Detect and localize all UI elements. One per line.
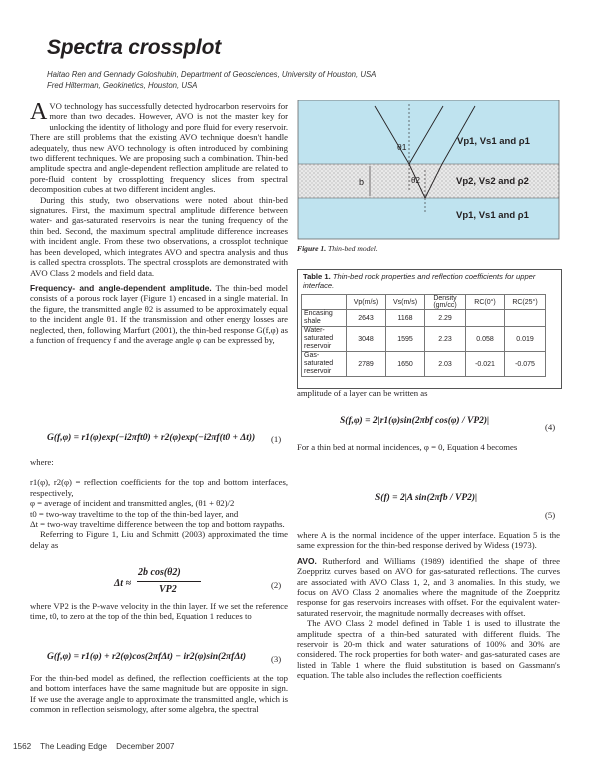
properties-table bbox=[301, 294, 546, 377]
top-layer-label: Vp1, Vs1 and ρ1 bbox=[457, 136, 530, 147]
def-reflection: r1(φ), r2(φ) = reflection coefficients for the top and bottom interfaces, respectively, bbox=[30, 477, 288, 498]
table-header-row bbox=[302, 295, 546, 310]
author-line-2: Fred Hilterman, Geokinetics, Houston, USA bbox=[47, 81, 198, 90]
article-title: Spectra crossplot bbox=[47, 36, 221, 59]
table-title: Table 1. Thin-bed rock properties and reflection coefficients for upper interface. bbox=[303, 272, 536, 290]
table-cell: 2.29 bbox=[425, 310, 466, 327]
equation-5: S(f) = 2|A sin(2πfb / VP2)| bbox=[375, 493, 478, 503]
equation-3-number: (3) bbox=[271, 654, 282, 664]
where-label: where: bbox=[30, 457, 54, 467]
def-dt: Δt = two-way traveltime difference between the top and bottom raypaths. bbox=[30, 519, 285, 530]
drop-cap: A bbox=[30, 99, 48, 125]
equation-2-numerator: 2b cos(θ2) bbox=[138, 567, 181, 578]
right-paragraph-2: For a thin bed at normal incidences, φ = 0, Equation 4 becomes bbox=[297, 442, 518, 452]
table-row bbox=[302, 352, 546, 377]
equation-2-fraction-bar bbox=[137, 581, 201, 582]
table-header-cell bbox=[302, 295, 347, 310]
table-cell: 3048 bbox=[347, 327, 386, 352]
theta1-label: θ1 bbox=[397, 142, 407, 152]
table-row bbox=[302, 327, 546, 352]
top-layer bbox=[298, 100, 559, 164]
equation-5-number: (5) bbox=[545, 510, 556, 520]
table-header-cell: Density (gm/cc) bbox=[425, 295, 466, 310]
right-paragraph-1: amplitude of a layer can be written as bbox=[297, 388, 428, 398]
table-row-label: Water-saturated reservoir bbox=[302, 327, 347, 352]
table-header-cell: Vp(m/s) bbox=[347, 295, 386, 310]
equation-1: G(f,φ) = r1(φ)exp(−i2πft0) + r2(φ)exp(−i2πf(t0 + Δt)) bbox=[47, 433, 256, 443]
paragraph-4: Referring to Figure 1, Liu and Schmitt (2003) approximated the time delay as bbox=[30, 529, 288, 550]
table-row-label: Gas-saturated reservoir bbox=[302, 352, 347, 377]
theta2-label: θ2 bbox=[411, 176, 420, 185]
left-definitions bbox=[30, 457, 288, 550]
table-header-cell: RC(0°) bbox=[466, 295, 505, 310]
table-cell: 1650 bbox=[386, 352, 425, 377]
author-line-1: Haitao Ren and Gennady Goloshubin, Department of Geosciences, University of Houston, USA bbox=[47, 70, 377, 79]
left-column bbox=[30, 101, 288, 345]
right-paragraph-3: where A is the normal incidence of the upper interface. Equation 5 is the same expression for the thin-bed response derived by Widess (1973). bbox=[297, 530, 560, 551]
table-header-cell: RC(25°) bbox=[505, 295, 546, 310]
equation-2-lhs: Δt ≈ bbox=[114, 578, 132, 589]
table-cell: 1595 bbox=[386, 327, 425, 352]
equation-2-denominator: VP2 bbox=[159, 584, 177, 595]
paragraph-3: Frequency- and angle-dependent amplitude. The thin-bed model consists of a porous rock layer (Figure 1) encased in a single material. In the figure, the transmitted angle θ2 is assumed to be approximately equal to the incident angle θ1. If the transmission and other energy losses are neglected, then, following Marfurt (2001), the thin-bed response G(f,φ) as a function of frequency f and the average angle φ can be expressed by, bbox=[30, 282, 288, 345]
bottom-layer-label: Vp1, Vs1 and ρ1 bbox=[456, 210, 529, 221]
author-block bbox=[47, 69, 376, 91]
def-phi: φ = average of incident and transmitted angles, (θ1 + θ2)/2 bbox=[30, 498, 235, 509]
equation-2-number: (2) bbox=[271, 580, 282, 590]
thin-bed-figure bbox=[297, 100, 560, 240]
equation-4-number: (4) bbox=[545, 422, 556, 432]
right-paragraph-5: The AVO Class 2 model defined in Table 1 is used to illustrate the amplitude spectra of a thin-bed saturated with different fluids. The reservoir is 20-m thick and water saturations of 100% and 30% are considered. The rock properties for both water- and gas-saturated cases are listed in Table 1 where the fluid substitution is based on Gassmann's equation. The table also includes the reflection coefficients bbox=[297, 618, 560, 681]
table-row-label: Encasing shale bbox=[302, 310, 347, 327]
table-header-cell: Vs(m/s) bbox=[386, 295, 425, 310]
equation-1-number: (1) bbox=[271, 434, 282, 444]
table-cell bbox=[505, 310, 546, 327]
thickness-label: b bbox=[359, 177, 365, 187]
page-footer: 1562 The Leading Edge December 2007 bbox=[13, 742, 175, 751]
table-cell: 2.03 bbox=[425, 352, 466, 377]
left-paragraph-5: where VP2 is the P-wave velocity in the thin layer. If we set the reference time, t0, to zero at the top of the thin bed, Equation 1 reduces to bbox=[30, 601, 288, 622]
subheading-frequency: Frequency- and angle-dependent amplitude. bbox=[30, 282, 212, 293]
table-cell: 2.23 bbox=[425, 327, 466, 352]
thin-bed-label: Vp2, Vs2 and ρ2 bbox=[456, 176, 529, 187]
left-paragraph-6: For the thin-bed model as defined, the reflection coefficients at the top and bottom interfaces have the same magnitude but are opposite in sign. If we use the average angle to approximate the transmitted angle, which is common in reflection seismology, after some algebra, the spectral bbox=[30, 673, 288, 715]
subheading-avo: AVO. bbox=[297, 555, 317, 566]
table-cell: 1168 bbox=[386, 310, 425, 327]
table-row bbox=[302, 310, 546, 327]
right-paragraph-4: AVO. Rutherford and Williams (1989) identified the shape of three Zoeppritz curves based on AVO for gas-saturated reflections. The curves are associated with AVO Class 1, 2, and 3 anomalies. In this study, we focus on AVO Class 2 anomalies where the magnitude of the Zoeppritz response for gas reservoirs increases with offset. For the equivalent water-saturated reservoir, the magnitude normally decreases with offset. bbox=[297, 555, 560, 618]
table-1 bbox=[297, 269, 562, 389]
equation-3: G(f,φ) = r1(φ) + r2(φ)cos(2πfΔt) − ir2(φ)sin(2πfΔt) bbox=[47, 652, 247, 662]
paragraph-2: During this study, two observations were noted about thin-bed signatures. First, the maximum spectral amplitude difference between water- and gas-saturated reservoirs is near the tuning frequency of the thin bed. Second, the maximum spectral amplitude difference increases with incident angle. From these two observations, a crossplot technique has been developed, which integrates AVO and spectra analysis and thus is called spectra crossplots. The spectral crossplots are demonstrated with AVO Class 2 models and field data. bbox=[30, 194, 288, 278]
figure-caption: Figure 1. Thin-bed model. bbox=[297, 244, 378, 253]
table-cell: 2789 bbox=[347, 352, 386, 377]
table-cell: -0.075 bbox=[505, 352, 546, 377]
equation-4: S(f,φ) = 2|r1(φ)sin(2πbf cos(φ) / VP2)| bbox=[340, 416, 490, 426]
table-cell: -0.021 bbox=[466, 352, 505, 377]
table-cell: 0.058 bbox=[466, 327, 505, 352]
table-cell bbox=[466, 310, 505, 327]
table-cell: 0.019 bbox=[505, 327, 546, 352]
table-cell: 2643 bbox=[347, 310, 386, 327]
def-t0: t0 = two-way traveltime to the top of the thin-bed layer, and bbox=[30, 508, 239, 519]
right-column-lower bbox=[297, 530, 560, 681]
intro-paragraph: AVO technology has successfully detected hydrocarbon reservoirs for more than two decades. However, AVO is not the master key for unlocking the identity of lithology and pore fluid for every reservoir. There are still problems that the existing AVO technique doesn't handle adequately, thus new AVO technology is often introduced by combining two different techniques. We are proposing such a combination. Thin-bed amplitude spectra and angle-dependent reflection amplitude are related to pore-fluid content by crossplotting frequency slices from spectral decomposition cubes at two different incident angles. bbox=[30, 99, 288, 195]
